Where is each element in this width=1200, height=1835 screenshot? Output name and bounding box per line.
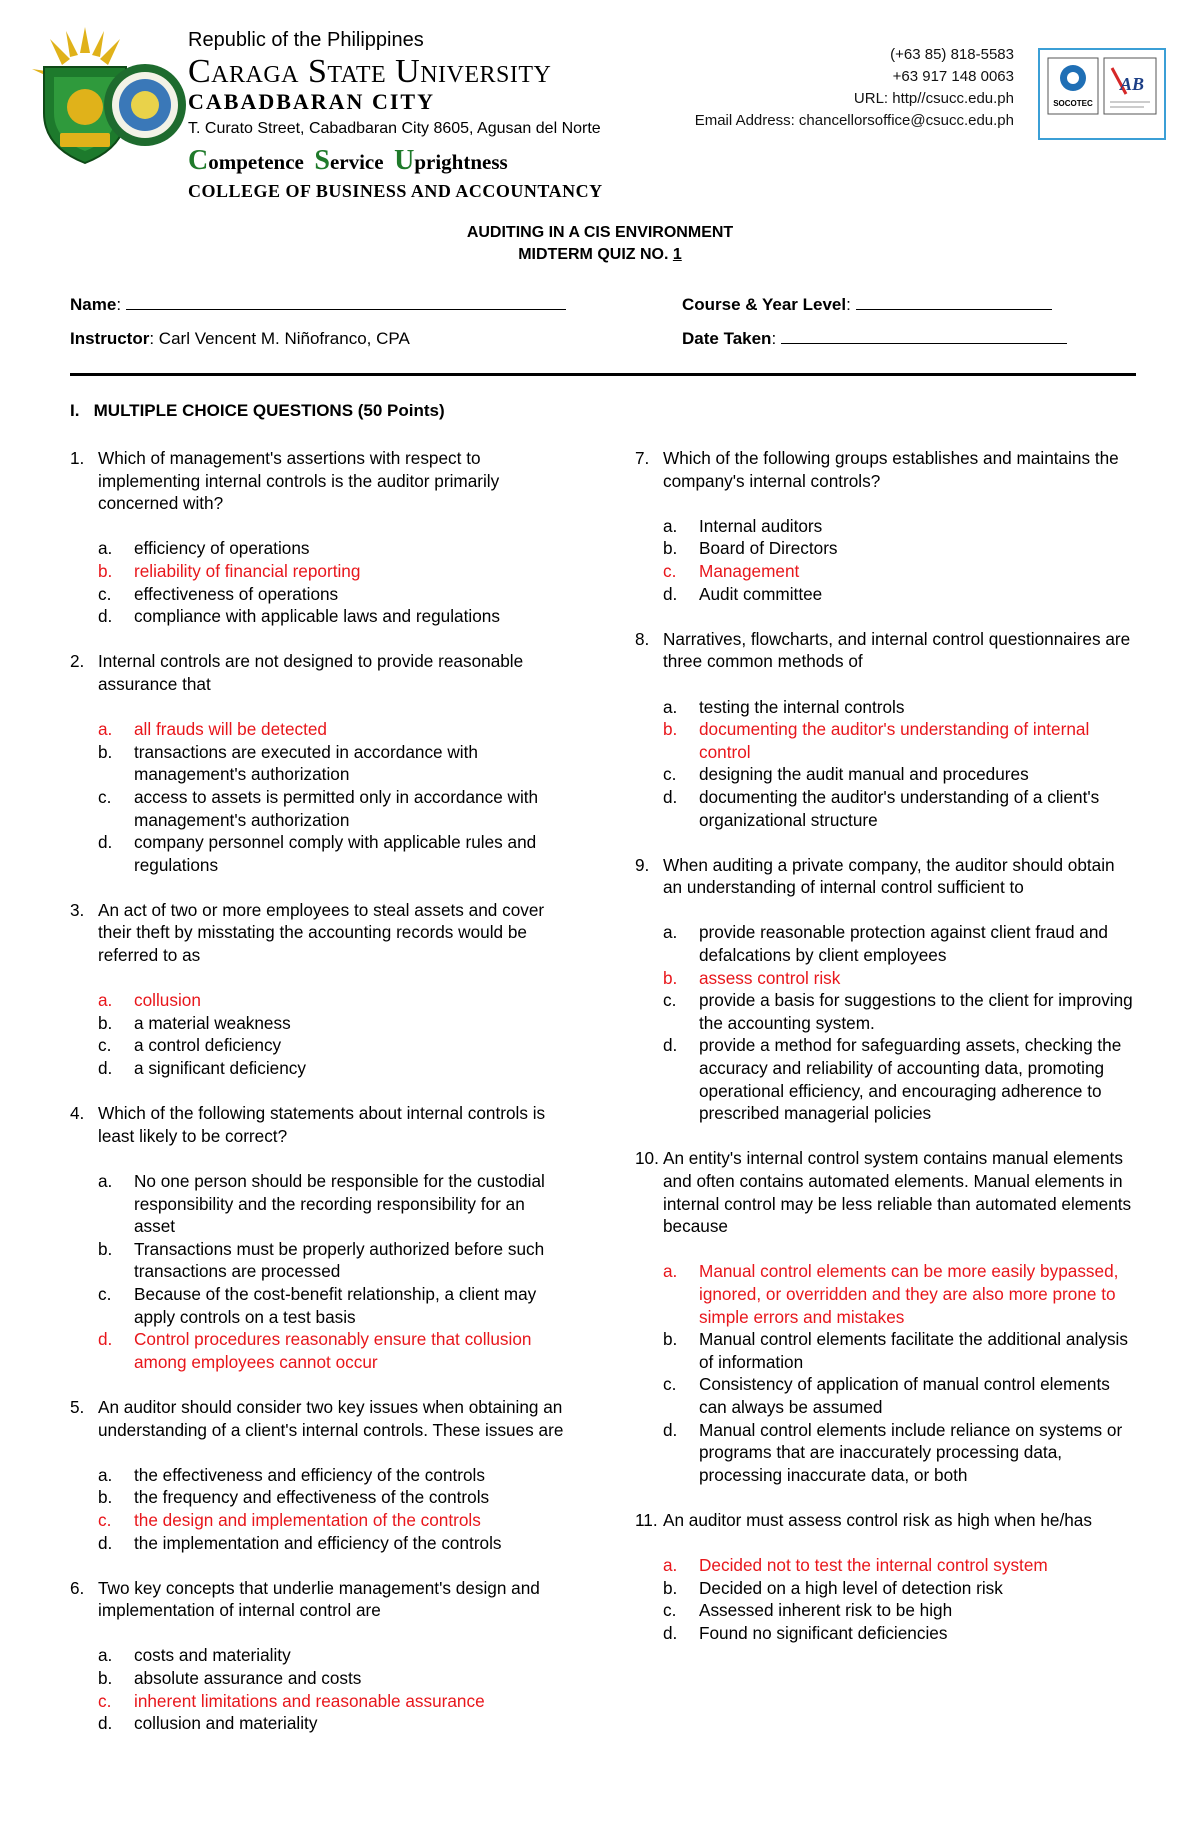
motto-word: Competence	[188, 145, 304, 176]
option-text: collusion	[134, 990, 201, 1011]
course-field[interactable]	[856, 291, 1052, 310]
course-row: Course & Year Level:	[682, 288, 1067, 322]
answer-option	[663, 989, 1135, 1034]
option-text: the implementation and efficiency of the controls	[134, 1532, 502, 1553]
date-field[interactable]	[781, 325, 1067, 344]
option-text: provide reasonable protection against client fraud and defalcations by client employees	[699, 922, 1108, 966]
letterhead	[0, 0, 1200, 210]
answer-option-correct	[98, 718, 570, 741]
option-letter: d.	[663, 1035, 678, 1056]
website-url: URL: http//csucc.edu.ph	[853, 90, 1014, 107]
answer-option-correct	[663, 718, 1135, 763]
question-text: Narratives, flowcharts, and internal control questionnaires are three common methods of	[663, 628, 1131, 672]
question-number: 8.	[635, 628, 650, 649]
answer-option-correct	[98, 989, 570, 1012]
quiz-number: MIDTERM QUIZ NO. 1	[518, 246, 682, 263]
answer-option	[98, 1170, 570, 1238]
option-text: Decided not to test the internal control system	[699, 1555, 1048, 1576]
option-text: Assessed inherent risk to be high	[699, 1600, 953, 1621]
certification-badges	[1038, 48, 1166, 140]
option-letter: d.	[663, 786, 678, 807]
answer-options	[70, 1464, 570, 1554]
option-text: compliance with applicable laws and regulations	[134, 606, 500, 627]
answer-option	[663, 1328, 1135, 1373]
answer-option	[663, 786, 1135, 831]
question-stem	[70, 650, 570, 695]
option-letter: a.	[663, 922, 678, 943]
student-info-right	[682, 288, 1067, 356]
motto-word: Uprightness	[394, 145, 508, 176]
question-item	[70, 447, 570, 628]
answer-option	[663, 763, 1135, 786]
option-letter: a.	[663, 1261, 678, 1282]
answer-options	[70, 989, 570, 1079]
question-text: Which of the following groups establishes and maintains the company's internal controls?	[663, 448, 1119, 491]
answer-option-correct	[663, 1260, 1135, 1328]
option-text: Manual control elements include reliance on systems or programs that are inaccurately processing data, processing inaccurate data, or both	[699, 1419, 1123, 1485]
option-text: Manual control elements facilitate the additional analysis of information	[699, 1329, 1128, 1372]
option-letter: c.	[98, 1690, 112, 1711]
question-item	[635, 1509, 1135, 1645]
option-letter: d.	[98, 1058, 113, 1079]
instructor-label: Instructor	[70, 329, 150, 348]
option-letter: d.	[98, 1713, 113, 1734]
option-letter: a.	[98, 538, 113, 559]
answer-option-correct	[663, 1554, 1135, 1577]
option-letter: c.	[98, 786, 112, 807]
answer-option	[98, 1034, 570, 1057]
answer-option	[98, 786, 570, 831]
question-stem	[70, 447, 570, 515]
option-letter: c.	[98, 1283, 112, 1304]
answer-option	[98, 1012, 570, 1035]
option-letter: c.	[663, 990, 677, 1011]
question-number: 4.	[70, 1103, 85, 1124]
answer-option	[663, 1622, 1135, 1645]
option-letter: b.	[663, 719, 678, 740]
answer-option	[663, 1599, 1135, 1622]
question-stem	[70, 1577, 570, 1622]
answer-option	[663, 1577, 1135, 1600]
option-text: the frequency and effectiveness of the controls	[134, 1487, 490, 1508]
option-text: all frauds will be detected	[134, 719, 327, 740]
answer-option	[663, 1419, 1135, 1487]
option-text: Audit committee	[699, 583, 823, 604]
answer-option	[98, 605, 570, 628]
email-address: Email Address: chancellorsoffice@csucc.edu.ph	[694, 112, 1014, 129]
certification-logos-icon	[1040, 50, 1164, 138]
course-label: Course & Year Level	[682, 295, 847, 314]
republic-line: Republic of the Philippines	[188, 29, 424, 51]
question-item	[635, 447, 1135, 605]
date-label: Date Taken	[682, 329, 772, 348]
option-letter: a.	[663, 696, 678, 717]
option-letter: b.	[98, 741, 113, 762]
option-letter: b.	[663, 1577, 678, 1598]
option-letter: b.	[98, 1668, 113, 1689]
instructor-row: Instructor: Carl Vencent M. Niñofranco, CPA	[70, 329, 410, 348]
option-text: testing the internal controls	[699, 696, 905, 717]
question-stem	[70, 1396, 570, 1441]
answer-options	[70, 537, 570, 627]
answer-option	[98, 1486, 570, 1509]
answer-options	[70, 1644, 570, 1734]
question-stem	[635, 1147, 1135, 1237]
option-letter: a.	[98, 1464, 113, 1485]
option-text: Control procedures reasonably ensure that collusion among employees cannot occur	[134, 1329, 532, 1372]
question-number: 5.	[70, 1396, 85, 1417]
option-text: effectiveness of operations	[134, 583, 339, 604]
option-text: a material weakness	[134, 1012, 291, 1033]
option-letter: a.	[663, 1555, 678, 1576]
question-text: An auditor should consider two key issues when obtaining an understanding of a client's internal controls. These issues are	[98, 1396, 564, 1440]
option-letter: c.	[663, 764, 677, 785]
answer-option	[663, 537, 1135, 560]
answer-options	[635, 1260, 1135, 1486]
option-letter: d.	[98, 832, 113, 853]
option-letter: a.	[98, 1171, 113, 1191]
question-text: An entity's internal control system contains manual elements and often contains automated elements. Manual elements in internal control may be less reliable than automated elements because	[663, 1148, 1132, 1237]
option-text: Manual control elements can be more easily bypassed, ignored, or overridden and they are also more prone to simple errors and mistakes	[699, 1261, 1119, 1327]
option-text: absolute assurance and costs	[134, 1668, 362, 1689]
option-text: access to assets is permitted only in accordance with management's authorization	[134, 786, 539, 830]
answer-options	[635, 921, 1135, 1124]
option-text: transactions are executed in accordance with management's authorization	[134, 741, 478, 785]
question-item	[70, 1102, 570, 1373]
question-number: 9.	[635, 854, 650, 875]
question-item	[635, 1147, 1135, 1486]
option-letter: b.	[98, 1238, 113, 1259]
question-text: When auditing a private company, the auditor should obtain an understanding of internal control sufficient to	[663, 854, 1115, 898]
option-letter: c.	[98, 1509, 112, 1530]
answer-option	[663, 921, 1135, 966]
option-letter: c.	[663, 560, 677, 581]
question-stem	[635, 447, 1135, 492]
option-text: assess control risk	[699, 967, 841, 988]
name-row: Name:	[70, 288, 566, 322]
question-number: 3.	[70, 899, 85, 920]
option-text: documenting the auditor's understanding of a client's organizational structure	[699, 786, 1100, 830]
phone-mobile: +63 917 148 0063	[892, 68, 1014, 85]
question-text: Which of the following statements about internal controls is least likely to be correct?	[98, 1103, 546, 1146]
question-text: Internal controls are not designed to provide reasonable assurance that	[98, 651, 524, 694]
motto	[188, 145, 603, 176]
answer-options	[635, 696, 1135, 832]
answer-option	[98, 1057, 570, 1080]
question-item	[70, 899, 570, 1080]
question-item	[635, 854, 1135, 1125]
option-text: company personnel comply with applicable rules and regulations	[134, 832, 537, 875]
svg-text:AB: AB	[1119, 74, 1145, 94]
option-text: documenting the auditor's understanding of internal control	[699, 719, 1090, 762]
question-number: 1.	[70, 448, 85, 468]
phone-landline: (+63 85) 818-5583	[890, 46, 1014, 63]
letterhead-text	[188, 28, 603, 202]
answer-option	[98, 1532, 570, 1555]
option-letter: a.	[98, 990, 113, 1011]
question-text: An auditor must assess control risk as high when he/has	[663, 1509, 1092, 1530]
option-letter: b.	[98, 1012, 113, 1033]
question-text: An act of two or more employees to steal assets and cover their theft by misstating the accounting records would be referred to as	[98, 899, 545, 966]
answer-option	[663, 1034, 1135, 1124]
campus-seal-icon	[102, 62, 188, 148]
answer-option	[98, 1667, 570, 1690]
option-letter: d.	[663, 1622, 678, 1643]
question-number: 6.	[70, 1577, 85, 1598]
option-text: Board of Directors	[699, 538, 838, 559]
answer-option-correct	[98, 1328, 570, 1373]
option-letter: b.	[663, 1329, 678, 1350]
option-text: a control deficiency	[134, 1035, 282, 1056]
option-letter: d.	[663, 583, 678, 604]
option-letter: d.	[98, 606, 113, 627]
answer-option-correct	[98, 1509, 570, 1532]
answer-option	[663, 583, 1135, 606]
question-stem	[635, 854, 1135, 899]
section-heading: I. MULTIPLE CHOICE QUESTIONS (50 Points)	[70, 401, 445, 420]
option-text: a significant deficiency	[134, 1058, 306, 1079]
answer-option-correct	[663, 967, 1135, 990]
answer-options	[635, 515, 1135, 605]
answer-option	[98, 583, 570, 606]
quiz-title	[0, 222, 1200, 266]
instructor-name: Carl Vencent M. Niñofranco, CPA	[158, 329, 410, 348]
question-stem	[70, 899, 570, 967]
option-letter: c.	[98, 1035, 112, 1056]
answer-option-correct	[663, 560, 1135, 583]
question-item	[70, 1577, 570, 1735]
question-stem	[70, 1102, 570, 1147]
option-letter: c.	[663, 1374, 677, 1395]
option-letter: b.	[663, 538, 678, 559]
answer-option	[98, 831, 570, 876]
answer-option	[98, 1464, 570, 1487]
college-name: COLLEGE OF BUSINESS AND ACCOUNTANCY	[188, 181, 603, 201]
option-text: the design and implementation of the controls	[134, 1509, 481, 1530]
option-text: No one person should be responsible for the custodial responsibility and the recording responsibility for an asset	[134, 1171, 545, 1237]
option-letter: b.	[663, 967, 678, 988]
questions-column-left	[70, 447, 570, 1757]
option-text: inherent limitations and reasonable assurance	[134, 1690, 485, 1711]
option-text: efficiency of operations	[134, 538, 310, 559]
option-letter: b.	[98, 560, 113, 581]
answer-options	[70, 718, 570, 876]
motto-word: Service	[314, 145, 384, 176]
option-text: the effectiveness and efficiency of the controls	[134, 1464, 485, 1485]
option-letter: a.	[663, 515, 678, 536]
option-letter: a.	[98, 1645, 113, 1666]
answer-options	[70, 1170, 570, 1373]
question-text: Which of management's assertions with respect to implementing internal controls is the auditor primarily concerned with?	[98, 448, 500, 514]
answer-option	[663, 1373, 1135, 1418]
answer-option-correct	[98, 1690, 570, 1713]
question-item	[70, 1396, 570, 1554]
question-item	[635, 628, 1135, 831]
campus-city: CABADBARAN CITY	[188, 89, 435, 114]
question-number: 11.	[635, 1509, 658, 1530]
answer-option	[663, 696, 1135, 719]
divider	[70, 373, 1136, 376]
question-stem	[635, 628, 1135, 673]
answer-options	[635, 1554, 1135, 1644]
option-text: Decided on a high level of detection risk	[699, 1577, 1003, 1598]
option-text: reliability of financial reporting	[134, 560, 361, 581]
option-text: Internal auditors	[699, 515, 823, 536]
option-text: Found no significant deficiencies	[699, 1622, 948, 1643]
option-text: Consistency of application of manual control elements can always be assumed	[699, 1374, 1110, 1417]
name-label: Name	[70, 295, 117, 314]
option-text: Transactions must be properly authorized before such transactions are processed	[134, 1238, 545, 1282]
option-letter: d.	[98, 1532, 113, 1553]
option-letter: d.	[98, 1329, 113, 1350]
answer-option	[98, 1238, 570, 1283]
date-row: Date Taken:	[682, 322, 1067, 356]
option-letter: b.	[98, 1487, 113, 1508]
answer-option	[663, 515, 1135, 538]
question-number: 10.	[635, 1148, 659, 1169]
option-text: provide a basis for suggestions to the client for improving the accounting system.	[699, 990, 1133, 1033]
question-item	[70, 650, 570, 876]
answer-option-correct	[98, 560, 570, 583]
question-number: 7.	[635, 448, 650, 468]
answer-option	[98, 1644, 570, 1667]
answer-option	[98, 1283, 570, 1328]
option-letter: d.	[663, 1419, 678, 1440]
university-name: Caraga State University	[188, 53, 552, 90]
campus-address: T. Curato Street, Cabadbaran City 8605, Agusan del Norte	[188, 120, 601, 137]
course-title: AUDITING IN A CIS ENVIRONMENT	[466, 224, 734, 241]
option-letter: a.	[98, 719, 113, 740]
svg-text:SOCOTEC: SOCOTEC	[1053, 99, 1093, 108]
option-letter: c.	[663, 1600, 677, 1621]
name-field[interactable]	[126, 291, 566, 310]
question-stem	[635, 1509, 1135, 1532]
answer-option	[98, 741, 570, 786]
option-letter: c.	[98, 583, 112, 604]
question-number: 2.	[70, 651, 85, 672]
option-text: provide a method for safeguarding assets, checking the accuracy and reliability of accounting data, promoting operational efficiency, and encouraging adherence to prescribed managerial policies	[699, 1035, 1122, 1124]
option-text: collusion and materiality	[134, 1713, 318, 1734]
contact-info	[695, 44, 1014, 132]
questions-column-right	[635, 447, 1135, 1667]
answer-option	[98, 537, 570, 560]
student-info-left	[70, 288, 566, 356]
question-text: Two key concepts that underlie management's design and implementation of internal control are	[98, 1577, 540, 1621]
option-text: costs and materiality	[134, 1645, 291, 1666]
option-text: designing the audit manual and procedures	[699, 764, 1029, 785]
answer-option	[98, 1712, 570, 1735]
option-text: Management	[699, 560, 800, 581]
option-text: Because of the cost-benefit relationship, a client may apply controls on a test basis	[134, 1283, 537, 1327]
